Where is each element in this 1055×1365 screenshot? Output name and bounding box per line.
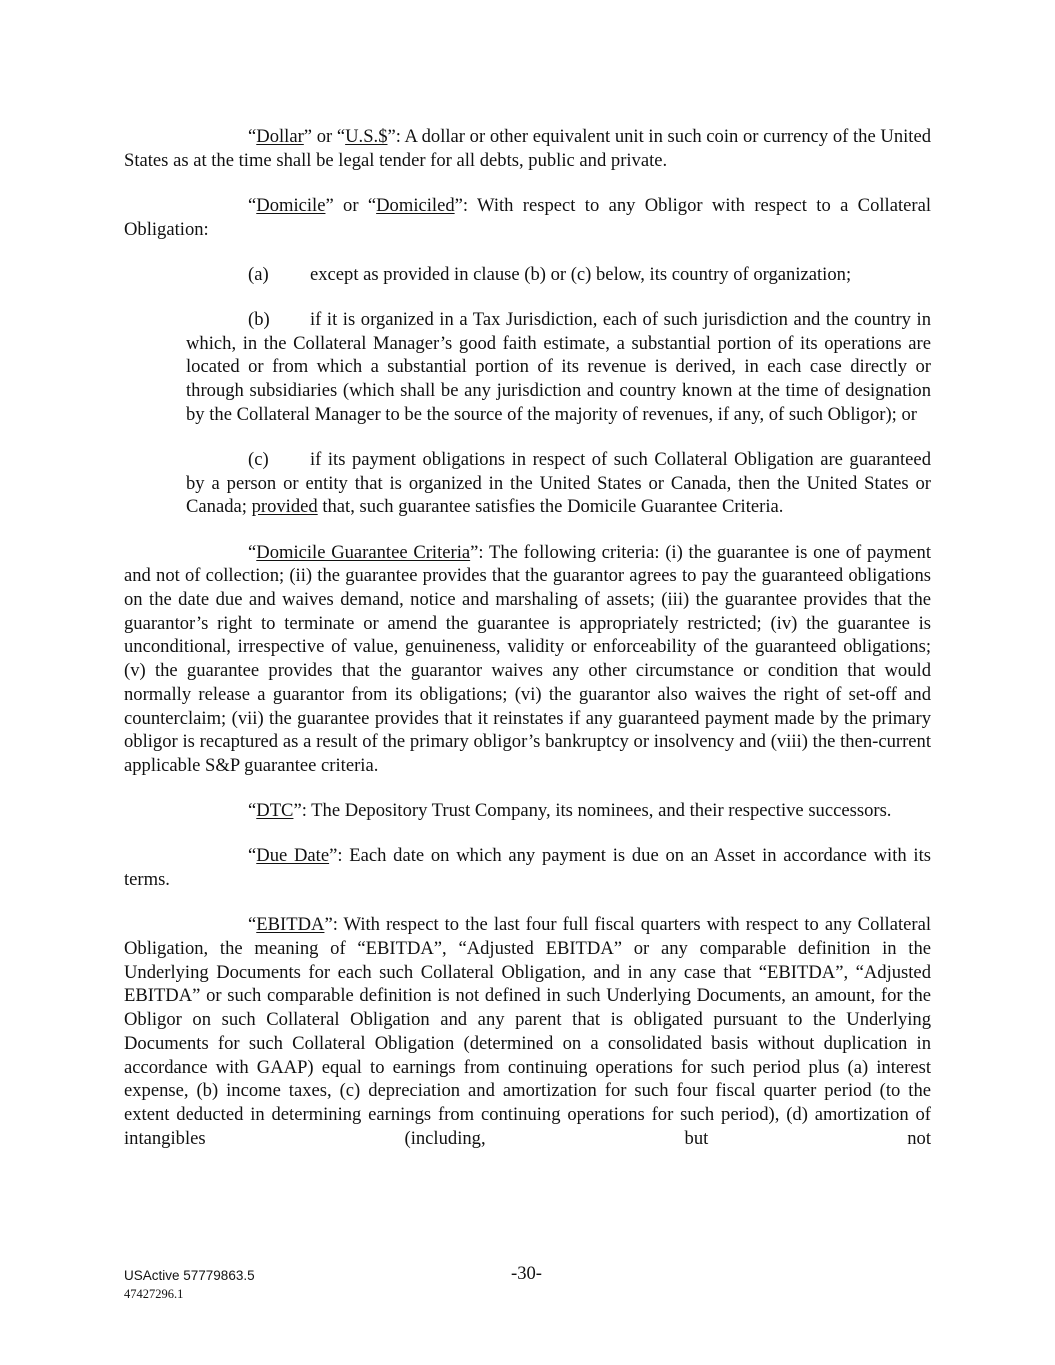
clause-text-after: that, such guarantee satisfies the Domicile Guarantee Criteria. — [317, 496, 784, 518]
defined-term-dollar: Dollar — [256, 126, 304, 147]
clause-label: (a) — [248, 263, 269, 285]
defined-term-due-date: Due Date — [256, 845, 330, 867]
definition-due-date — [124, 844, 931, 891]
definition-domicile — [124, 194, 931, 241]
definition-text: ”: The Depository Trust Company, its nominees, and their respective successors. — [293, 800, 892, 822]
definition-text: ”: Each date on which any payment is due on an Asset in accordance with its terms. — [124, 845, 931, 891]
defined-term-domiciled: Domiciled — [376, 194, 455, 216]
quote-open: “ — [248, 194, 257, 216]
clause-text: except as provided in clause (b) or (c) below, its country of organization; — [310, 263, 852, 285]
defined-term-usd: U.S.$ — [345, 126, 388, 147]
clause-b — [186, 308, 931, 427]
clause-a — [248, 263, 931, 287]
quote-open: “ — [248, 541, 257, 563]
term-separator: ” or “ — [303, 126, 346, 147]
definition-text: ”: With respect to any Obligor with respect to a Collateral Obligation: — [124, 194, 931, 240]
definition-text: ”: With respect to the last four full fiscal quarters with respect to any Collateral Obligation, the meaning of “EBITDA”, “Adjusted EBITDA” or any comparable definition in the Underlying Documents for each such Collateral Obligation, and in any case that “EBITDA”, “Adjusted EBITDA” or such comparable definition is not defined in such Underlying Documents, an amount, for the Obligor on such Collateral Obligation and any parent that is obligated pursuant to the Underlying Documents for such Collateral Obligation (determined on a consolidated basis without duplication in accordance with GAAP) equal to earnings from continuing operations for such period plus (a) interest expense, (b) income taxes, (c) depreciation and amortization for such four fiscal quarter period (to the extent deducted in determining earnings from continuing operations for such period), (d) amortization of intangibles (including, but not — [124, 914, 931, 1149]
term-separator: ” or “ — [325, 194, 377, 216]
defined-term-ebitda: EBITDA — [256, 914, 325, 936]
definition-dtc — [124, 799, 931, 823]
defined-term-dtc: DTC — [256, 800, 294, 822]
clause-label: (b) — [248, 309, 270, 331]
quote-open: “ — [248, 800, 257, 822]
footer-doc-id: USActive 57779863.5 — [124, 1268, 255, 1283]
definition-ebitda — [124, 913, 931, 1150]
clause-c — [186, 448, 931, 519]
definition-text: ”: The following criteria: (i) the guarantee is one of payment and not of collection; (ii) the guarantee provides that the guarantor agrees to pay the guaranteed obligations on the date due and waives demand, notice and marshaling of assets; (iii) the guarantee provides that the guarantor’s right to terminate or amend the guarantee is appropriately restricted; (iv) the guarantee is unconditional, irrespective of value, genuineness, validity or enforceability of the guaranteed obligations; (v) the guarantee provides that the guarantor waives any other circumstance or condition that would normally release a guarantor from its obligations; (vi) the guarantor also waives the right of set-off and counterclaim; (vii) the guarantee provides that it reinstates if any guaranteed payment made by the primary obligor is recaptured as a result of the primary obligor’s bankruptcy or insolvency and (viii) the then-current applicable S&P guarantee criteria. — [124, 541, 932, 776]
page-number: -30- — [511, 1263, 542, 1284]
definition-text: ”: A dollar or other equivalent unit in such coin or currency of the United States as at the time shall be legal tender for all debts, public and private. — [124, 126, 931, 171]
provided-term: provided — [251, 496, 318, 518]
clause-text: if its payment obligations in respect of such Collateral Obligation are guaranteed by a person or entity that is organized in the United States or Canada, then the United States or Canada; — [186, 449, 931, 518]
definition-domicile-guarantee-criteria — [124, 541, 931, 778]
footer-doc-sub-id: 47427296.1 — [124, 1287, 184, 1301]
clause-label: (c) — [248, 449, 269, 471]
quote-open: “ — [248, 914, 257, 936]
document-page — [124, 125, 931, 1172]
quote-open: “ — [248, 845, 257, 867]
clause-text: if it is organized in a Tax Jurisdiction, each of such jurisdiction and the country in which, in the Collateral Manager’s good faith estimate, a substantial portion of its operations are located or from which a substantial portion of its revenue is derived, in each case directly or through subsidiaries (which shall be any jurisdiction and country known at the time of designation by the Collateral Manager to be the source of the majority of revenues, if any, of such Obligor); or — [186, 309, 931, 425]
defined-term-domicile: Domicile — [256, 194, 326, 216]
quote-open: “ — [248, 126, 257, 147]
definition-dollar — [124, 125, 931, 172]
defined-term-domicile-guarantee-criteria: Domicile Guarantee Criteria — [256, 541, 471, 563]
